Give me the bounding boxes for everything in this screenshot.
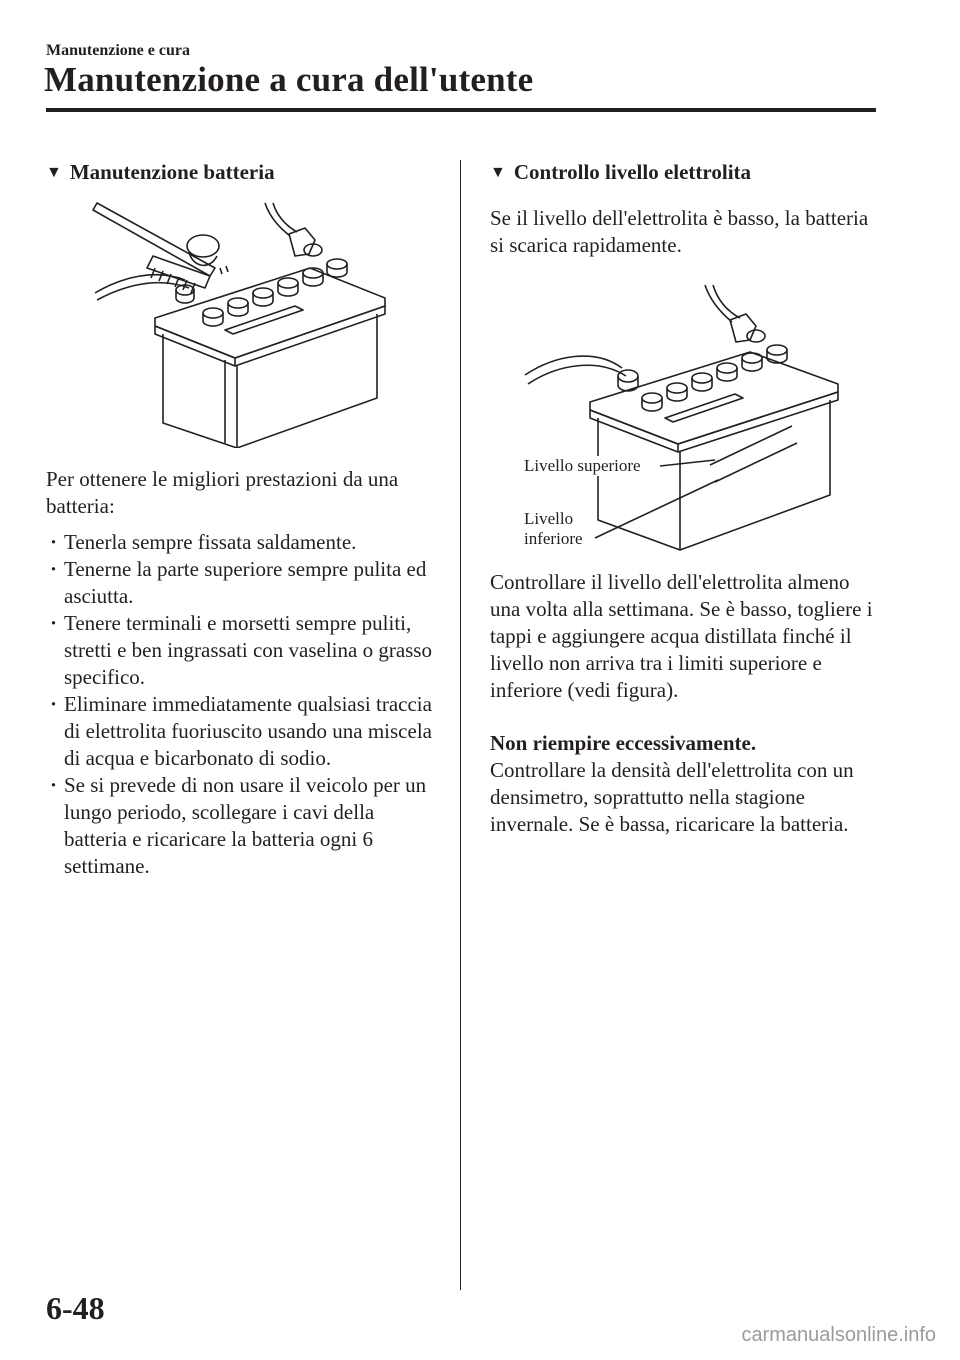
section-label: Manutenzione e cura [46, 42, 190, 59]
title-divider [46, 108, 876, 112]
density-text: Controllare la densità dell'elettrolita con un densimetro, soprattutto nella stagione invernale. Se è bassa, ricaricare la batteria. [490, 758, 854, 836]
page-title: Manutenzione a cura dell'utente [44, 60, 534, 99]
subhead-battery-maintenance [46, 160, 275, 185]
list-item: · Tenere terminali e morsetti sempre puliti, stretti e ben ingrassati con vaselina o grasso specifico. [50, 611, 432, 689]
maintenance-bullet-list [46, 529, 436, 880]
column-divider [460, 160, 461, 1290]
list-item: · Tenerla sempre fissata saldamente. [50, 530, 357, 554]
intro-text: Se il livello dell'elettrolita è basso, la batteria si scarica rapidamente. [490, 206, 869, 257]
instructions-text: Controllare il livello dell'elettrolita almeno una volta alla settimana. Se è basso, togliere i tappi e aggiungere acqua distillata finché il livello non arriva tra i limiti superiore e inferiore (vedi figura). [490, 570, 873, 702]
page-number: 6-48 [46, 1290, 105, 1326]
watermark: carmanualsonline.info [741, 1324, 936, 1346]
subhead-label: Controllo livello elettrolita [513, 160, 752, 184]
triangle-down-icon: ▼ [490, 163, 506, 181]
warning-text: Non riempire eccessivamente. [490, 731, 757, 755]
lower-level-label-line1: Livello [524, 509, 574, 528]
list-item: · Eliminare immediatamente qualsiasi traccia di elettrolita fuoriuscito usando una miscela di acqua e bicarbonato di sodio. [50, 692, 432, 770]
triangle-down-icon: ▼ [46, 163, 62, 181]
battery-cleaning-illustration [85, 198, 405, 448]
intro-text: Per ottenere le migliori prestazioni da una batteria: [46, 467, 399, 518]
list-item: · Tenerne la parte superiore sempre pulita ed asciutta. [50, 557, 427, 608]
list-item: · Se si prevede di non usare il veicolo per un lungo periodo, scollegare i cavi della batteria e ricaricare la batteria ogni 6 settimane. [50, 773, 427, 878]
upper-level-label: Livello superiore [524, 456, 641, 475]
lower-level-label-line2: inferiore [524, 529, 583, 548]
subhead-electrolyte-check [490, 160, 751, 185]
subhead-label: Manutenzione batteria [69, 160, 275, 184]
